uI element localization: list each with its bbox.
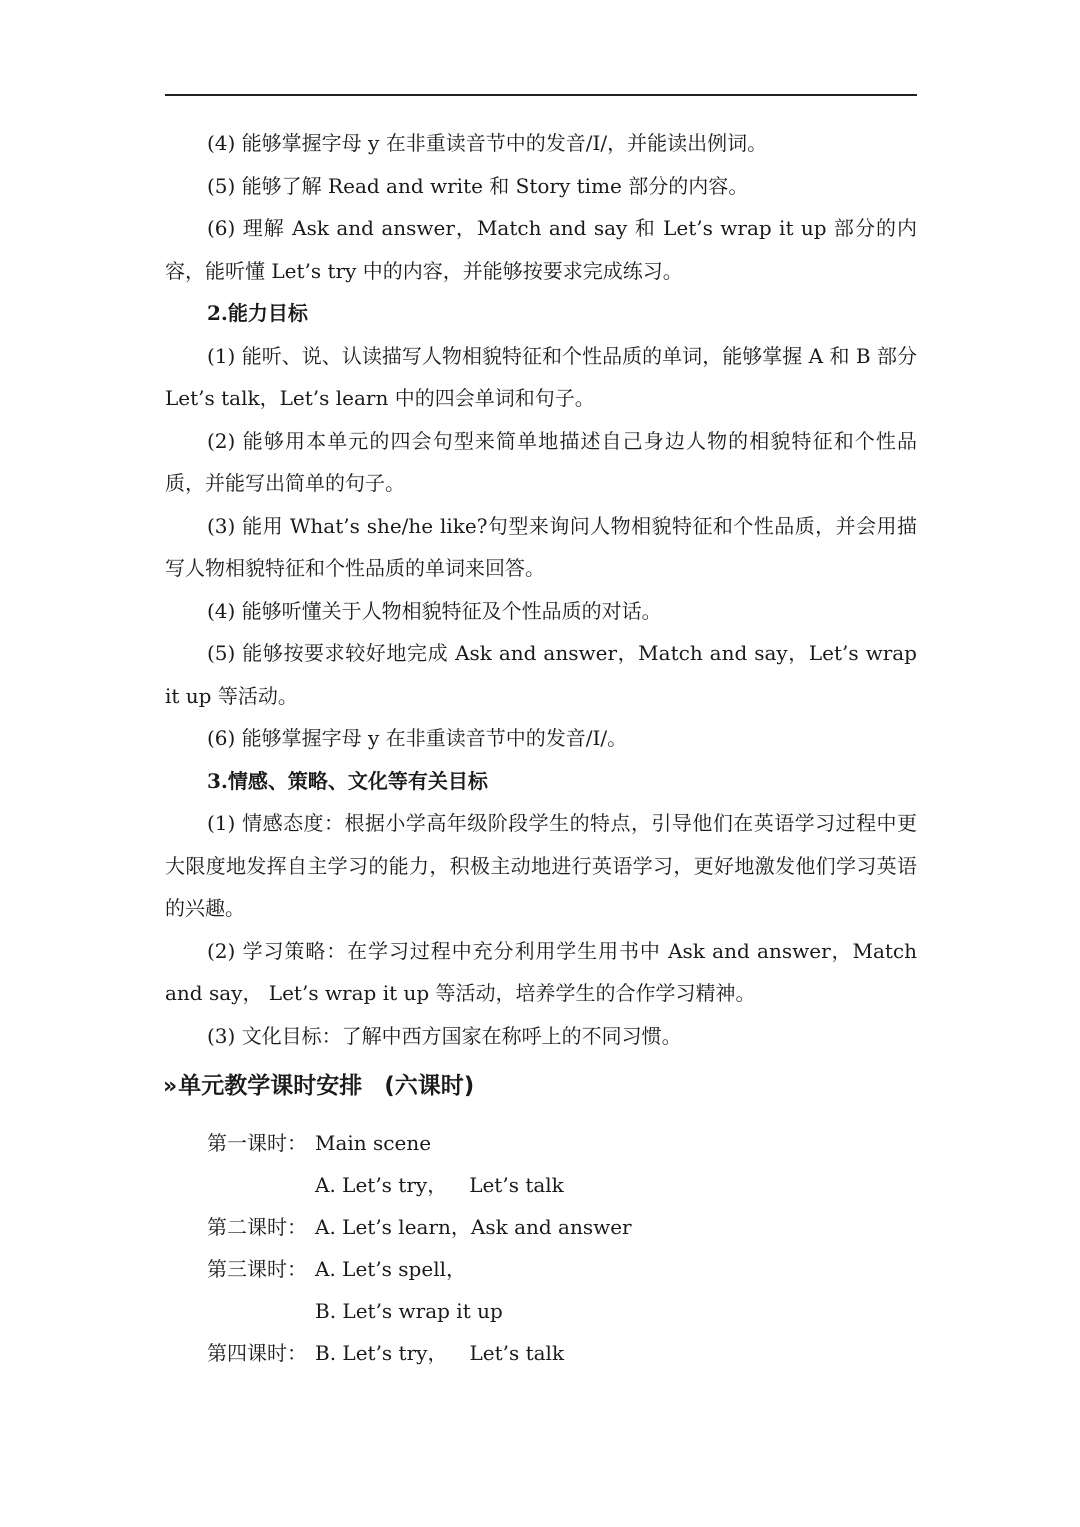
- lesson-4-part-2: Let’s talk: [469, 1341, 565, 1365]
- lesson-3-content-a: A. Let’s spell，: [315, 1257, 466, 1281]
- header-rule: [165, 94, 917, 96]
- lesson-1-content-a: Main scene: [315, 1131, 432, 1155]
- affect-item-3: (3) 文化目标：了解中西方国家在称呼上的不同习惯。: [207, 1023, 682, 1048]
- lesson-1-part-2: Let’s talk: [469, 1173, 564, 1197]
- schedule-row-4: [207, 1332, 807, 1374]
- schedule-row-3: [207, 1248, 807, 1290]
- lesson-4-content: [315, 1332, 564, 1374]
- knowledge-item-6: (6) 理解 Ask and answer，Match and say 和 Let’s wrap it up 部分的内容，能听懂 Let’s try 中的内容，并能够按要求完成练习。: [165, 216, 917, 283]
- ability-item-3: (3) 能用 What’s she/he like?句型来询问人物相貌特征和个性品质，并会用描写人物相貌特征和个性品质的单词来回答。: [165, 513, 917, 580]
- ability-item-1: (1) 能听、说、认读描写人物相貌特征和个性品质的单词，能够掌握 A 和 B 部分 Let’s talk，Let’s learn 中的四会单词和句子。: [165, 343, 917, 410]
- lesson-1-label: 第一课时：: [207, 1131, 307, 1155]
- schedule-row-3b: [207, 1290, 807, 1332]
- ability-item-5: (5) 能够按要求较好地完成 Ask and answer，Match and say，Let’s wrap it up 等活动。: [165, 641, 917, 708]
- schedule-row-1: [207, 1122, 807, 1164]
- ability-item-4: (4) 能够听懂关于人物相貌特征及个性品质的对话。: [207, 598, 662, 623]
- ability-heading: 2.能力目标: [207, 301, 308, 325]
- lesson-schedule: [207, 1122, 807, 1374]
- ability-item-6: (6) 能够掌握字母 y 在非重读音节中的发音/I/。: [207, 726, 628, 750]
- section-subtitle-text: (六课时): [384, 1073, 475, 1099]
- schedule-row-1b: [207, 1164, 807, 1206]
- lesson-2-content: A. Let’s learn，Ask and answer: [315, 1215, 632, 1239]
- affect-item-1: (1) 情感态度：根据小学高年级阶段学生的特点，引导他们在英语学习过程中更大限度地发挥自主学习的能力，积极主动地进行英语学习，更好地激发他们学习英语的兴趣。: [165, 811, 917, 920]
- lesson-3-content-b: B. Let’s wrap it up: [315, 1299, 503, 1323]
- knowledge-item-4: (4) 能够掌握字母 y 在非重读音节中的发音/I/，并能读出例词。: [207, 131, 768, 155]
- section-title-text: 单元教学课时安排: [178, 1073, 363, 1099]
- section-marker-icon: »: [163, 1074, 175, 1099]
- lesson-2-label: 第二课时：: [207, 1215, 307, 1239]
- lesson-4-part-1: B. Let’s try，: [315, 1341, 448, 1365]
- schedule-row-2: [207, 1206, 807, 1248]
- lesson-3-label: 第三课时：: [207, 1257, 307, 1281]
- affect-item-2: (2) 学习策略：在学习过程中充分利用学生用书中 Ask and answer，Match and say， Let’s wrap it up 等活动，培养学生的合作学习精神。: [165, 938, 917, 1005]
- objectives-body: [165, 122, 917, 1057]
- lesson-4-label: 第四课时：: [207, 1341, 307, 1365]
- lesson-1-content-b: [315, 1164, 564, 1206]
- ability-item-2: (2) 能够用本单元的四会句型来简单地描述自己身边人物的相貌特征和个性品质，并能写出简单的句子。: [165, 428, 917, 495]
- schedule-section-title: [163, 1066, 474, 1107]
- lesson-1-part-1: A. Let’s try，: [315, 1173, 448, 1197]
- affect-heading: 3.情感、策略、文化等有关目标: [207, 768, 488, 793]
- knowledge-item-5: (5) 能够了解 Read and write 和 Story time 部分的内容。: [207, 173, 749, 198]
